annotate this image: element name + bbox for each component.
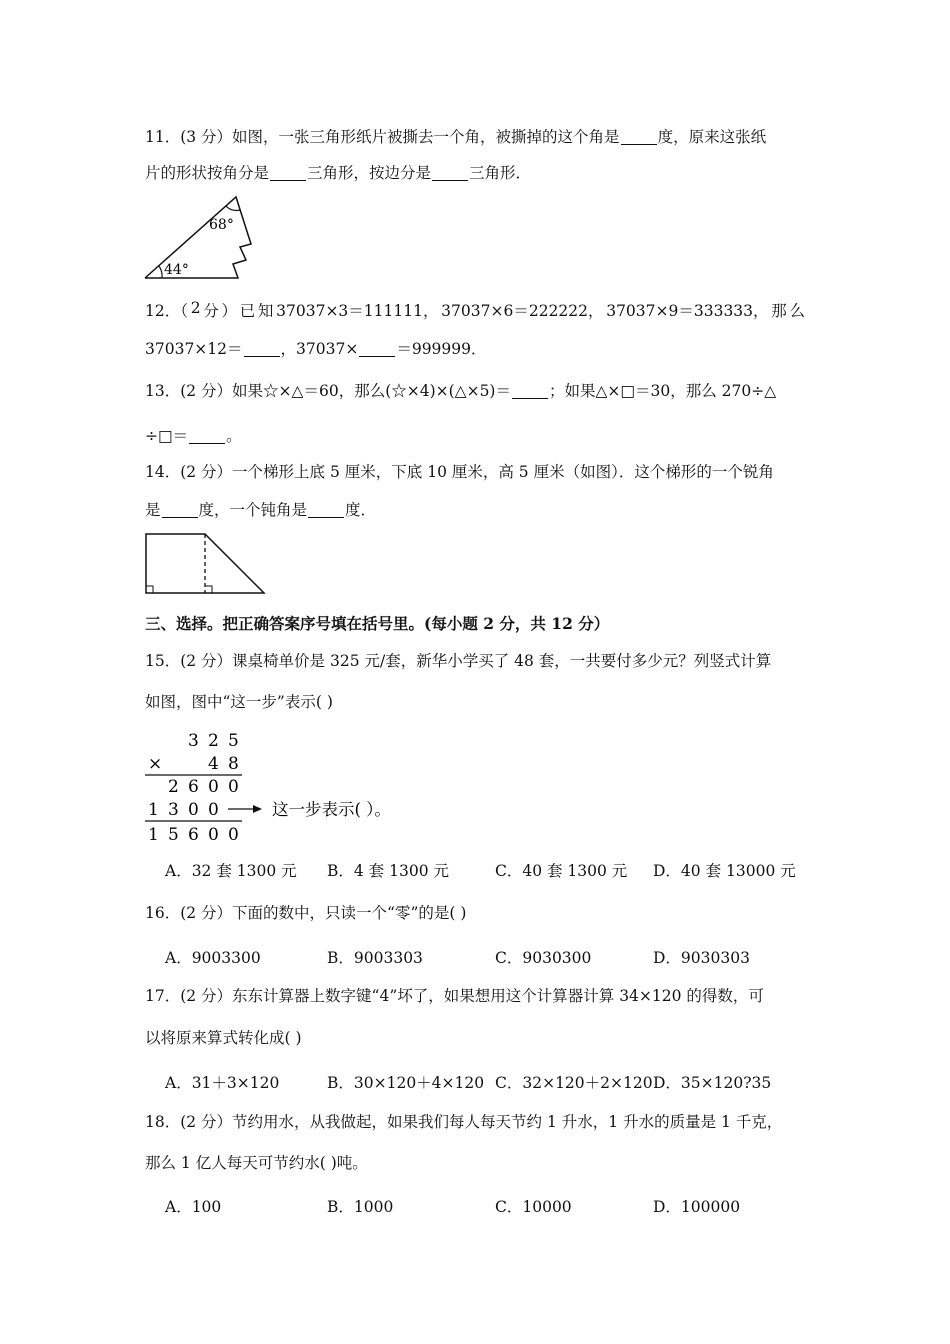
q17-line1: 17．(2 分）东东计算器上数字键“4”坏了，如果想用这个计算器计算 34×120 的得数，可 (145, 987, 764, 1005)
q14-line2: 是 度，一个钝角是 度． (145, 501, 377, 519)
answer-blank[interactable] (512, 397, 548, 399)
svg-text:4: 4 (208, 754, 219, 774)
svg-text:0: 0 (188, 800, 199, 820)
answer-blank[interactable] (189, 442, 225, 444)
option-c[interactable]: C．9030300 (495, 949, 592, 967)
option-b[interactable]: B．4 套 1300 元 (327, 862, 449, 880)
option-b[interactable]: B．30×120＋4×120 (327, 1074, 485, 1092)
svg-text:0: 0 (208, 800, 219, 820)
option-b[interactable]: B．9003303 (327, 949, 423, 967)
answer-blank[interactable] (621, 143, 657, 145)
option-c[interactable]: C．10000 (495, 1198, 572, 1216)
q14-line1: 14．(2 分）一个梯形上底 5 厘米，下底 10 厘米，高 5 厘米（如图）．这个梯形的一个锐角 (145, 463, 774, 481)
option-a[interactable]: A．31＋3×120 (165, 1074, 280, 1092)
svg-text:0: 0 (228, 777, 239, 797)
q13-line2: ÷□＝ 。 (145, 427, 242, 445)
option-d[interactable]: D．9030303 (653, 949, 750, 967)
answer-blank[interactable] (162, 516, 198, 518)
svg-text:0: 0 (208, 825, 219, 845)
svg-text:1: 1 (148, 825, 159, 845)
angle-label-top: 68° (209, 217, 234, 233)
q13-line1: 13．(2 分）如果☆×△＝60，那么(☆×4)×(△×5)＝ ；如果△×□＝30，那么 270÷△ (145, 382, 777, 400)
angle-label-left: 44° (164, 262, 189, 278)
svg-text:5: 5 (228, 731, 239, 751)
option-a[interactable]: A．32 套 1300 元 (165, 862, 297, 880)
q18-line2: 那么 1 亿人每天可节约水( )吨。 (145, 1154, 368, 1172)
svg-text:8: 8 (228, 754, 239, 774)
option-d[interactable]: D．40 套 13000 元 (653, 862, 796, 880)
svg-text:2: 2 (168, 777, 179, 797)
option-b[interactable]: B．1000 (327, 1198, 394, 1216)
vertical-multiplication (140, 728, 470, 846)
torn-triangle-figure (140, 192, 290, 284)
answer-blank[interactable] (432, 179, 468, 181)
svg-text:1: 1 (148, 800, 159, 820)
option-a[interactable]: A．100 (165, 1198, 222, 1216)
q12-line1: 12．（ 2 分 ） 已 知 37037×3＝111111， 37037×6＝222222， 37037×9＝333333， 那 么 (145, 299, 805, 320)
step-note: 这一步表示( ）。 (272, 800, 391, 819)
q16-line1: 16．(2 分）下面的数中，只读一个“零”的是( ) (145, 904, 467, 922)
svg-text:6: 6 (188, 777, 199, 797)
q15-line1: 15．(2 分）课桌椅单价是 325 元/套，新华小学买了 48 套，一共要付多少元？列竖式计算 (145, 652, 772, 670)
q17-line2: 以将原来算式转化成( ) (145, 1029, 302, 1047)
option-c[interactable]: C．32×120＋2×120 (495, 1074, 653, 1092)
svg-text:3: 3 (168, 800, 179, 820)
option-d[interactable]: D．35×120?35 (653, 1074, 772, 1092)
q12-line2: 37037×12＝ ，37037× ＝999999． (145, 340, 487, 358)
svg-text:2: 2 (208, 731, 219, 751)
option-c[interactable]: C．40 套 1300 元 (495, 862, 628, 880)
section-heading: 三、选择。把正确答案序号填在括号里。(每小题 2 分，共 12 分） (145, 614, 610, 633)
answer-blank[interactable] (308, 516, 344, 518)
svg-text:5: 5 (168, 825, 179, 845)
option-a[interactable]: A．9003300 (165, 949, 261, 967)
q11-line1: 11．(3 分）如图，一张三角形纸片被撕去一个角，被撕掉的这个角是 度，原来这张纸 (145, 128, 767, 146)
trapezoid-figure (143, 532, 268, 596)
answer-blank[interactable] (359, 355, 395, 357)
times-sign: × (148, 754, 163, 774)
svg-text:3: 3 (188, 731, 199, 751)
answer-blank[interactable] (270, 179, 306, 181)
svg-text:0: 0 (208, 777, 219, 797)
svg-text:0: 0 (228, 825, 239, 845)
q15-line2: 如图，图中“这一步”表示( ) (145, 693, 333, 711)
q11-line2: 片的形状按角分是 三角形，按边分是 三角形． (145, 164, 532, 182)
answer-blank[interactable] (244, 355, 280, 357)
q18-line1: 18．(2 分）节约用水，从我做起，如果我们每人每天节约 1 升水，1 升水的质量是 1 千克， (145, 1113, 783, 1131)
option-d[interactable]: D．100000 (653, 1198, 741, 1216)
svg-text:6: 6 (188, 825, 199, 845)
